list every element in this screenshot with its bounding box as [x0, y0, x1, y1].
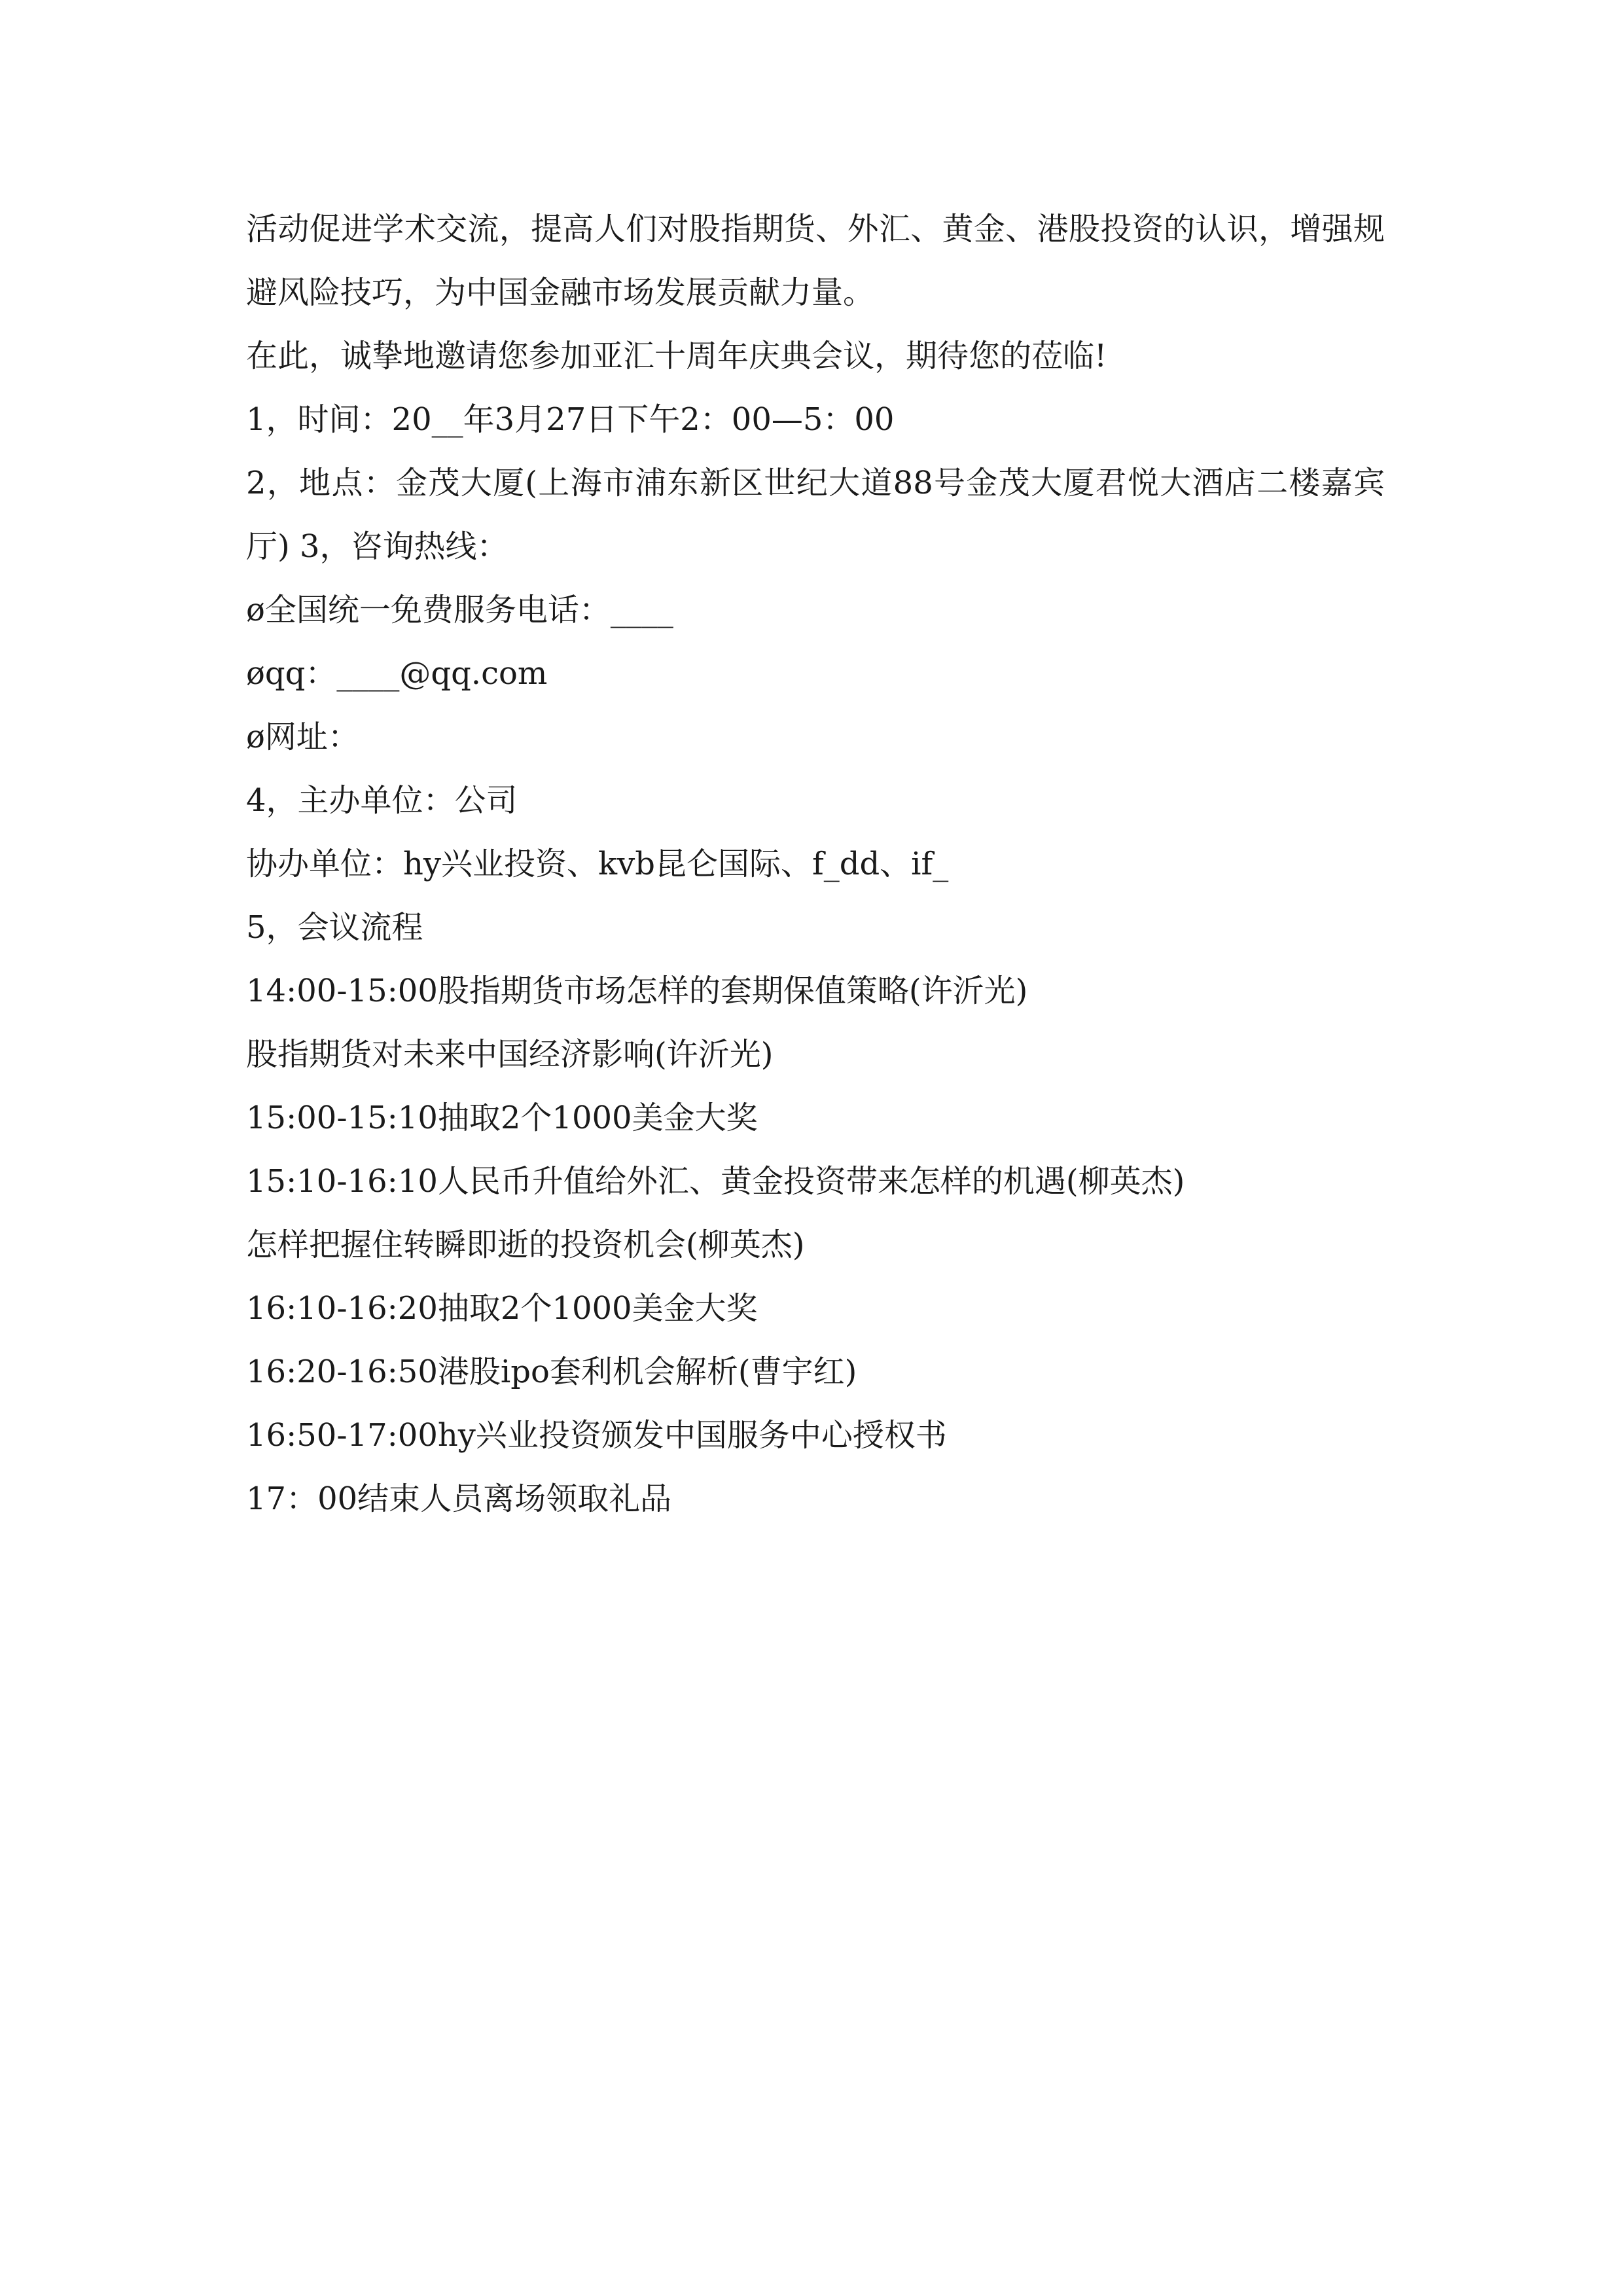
agenda-item: 15:10-16:10人民币升值给外汇、黄金投资带来怎样的机遇(柳英杰): [246, 1163, 1185, 1200]
agenda-item: 15:00-15:10抽取2个1000美金大奖: [246, 1100, 758, 1136]
agenda-item: 16:10-16:20抽取2个1000美金大奖: [246, 1290, 758, 1327]
co-organizer-line: 协办单位：hy兴业投资、kvb昆仑国际、f_dd、if_: [246, 846, 949, 882]
agenda-item: 14:00-15:00股指期货市场怎样的套期保值策略(许沂光): [246, 973, 1028, 1009]
time-line: 1，时间：20__年3月27日下午2：00—5：00: [246, 401, 895, 438]
invitation-line: 在此，诚挚地邀请您参加亚汇十周年庆典会议，期待您的莅临!: [246, 338, 1107, 374]
agenda-heading: 5，会议流程: [246, 909, 423, 946]
agenda-item: 股指期货对未来中国经济影响(许沂光): [246, 1036, 774, 1073]
agenda-item: 16:50-17:00hy兴业投资颁发中国服务中心授权书: [246, 1417, 947, 1454]
qq-line: øqq：____@qq.com: [246, 655, 548, 692]
agenda-item: 怎样把握住转瞬即逝的投资机会(柳英杰): [246, 1227, 805, 1263]
location-paragraph: 2，地点：金茂大厦(上海市浦东新区世纪大道88号金茂大厦君悦大酒店二楼嘉宾厅) 3，咨询热线：: [246, 465, 1385, 565]
organizer-line: 4，主办单位：公司: [246, 782, 518, 819]
agenda-item: 17：00结束人员离场领取礼品: [246, 1480, 672, 1517]
agenda-item: 16:20-16:50港股ipo套利机会解析(曹宇红): [246, 1354, 857, 1390]
document-body: [246, 198, 1385, 1531]
intro-paragraph: 活动促进学术交流，提高人们对股指期货、外汇、黄金、港股投资的认识，增强规避风险技巧，为中国金融市场发展贡献力量。: [246, 211, 1385, 311]
website-line: ø网址：: [246, 719, 359, 755]
phone-line: ø全国统一免费服务电话：____: [246, 592, 673, 628]
